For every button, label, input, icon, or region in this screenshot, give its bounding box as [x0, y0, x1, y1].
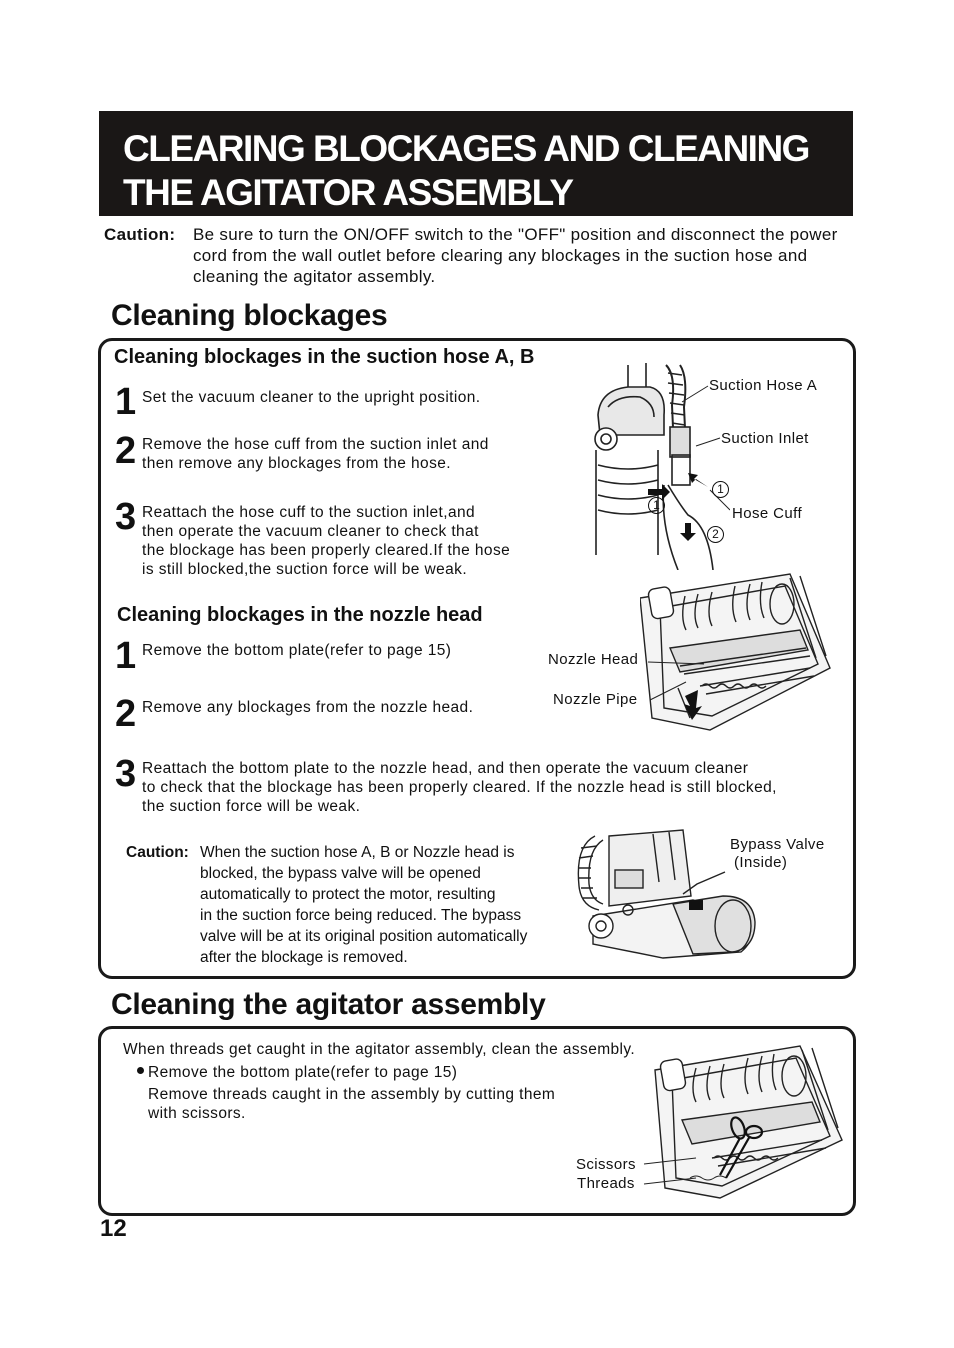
label-suction-hose-a: Suction Hose A [709, 377, 818, 394]
step-line: then operate the vacuum cleaner to check that [142, 523, 479, 540]
step-line: Reattach the hose cuff to the suction inlet,and [142, 504, 476, 521]
step-line: the suction force will be weak. [142, 798, 361, 815]
step-text [142, 759, 777, 816]
step-text: Set the vacuum cleaner to the upright position. [142, 389, 481, 406]
step-number: 3 [115, 496, 135, 538]
detail-line: with scissors. [148, 1105, 246, 1122]
caution-line: automatically to protect the motor, resulting [200, 886, 496, 903]
page-title-line2: THE AGITATOR ASSEMBLY [123, 172, 573, 213]
nozzle-leader-lines [646, 640, 706, 710]
subtitle-suction-hose: Cleaning blockages in the suction hose A, B [114, 346, 535, 368]
label-scissors: Scissors [576, 1156, 636, 1173]
label-inside: (Inside) [734, 854, 788, 871]
step-number: 2 [115, 430, 135, 472]
agitator-detail [148, 1085, 555, 1123]
agitator-intro: When threads get caught in the agitator assembly, clean the assembly. [123, 1041, 636, 1058]
caution-line: valve will be at its original position automatically [200, 928, 528, 945]
caution-line: in the suction force being reduced. The bypass [200, 907, 522, 924]
step-line: to check that the blockage has been properly cleared. If the nozzle head is still blocked, [142, 779, 777, 796]
caution-line: When the suction hose A, B or Nozzle head is [200, 844, 515, 861]
section-title-agitator: Cleaning the agitator assembly [111, 988, 546, 1021]
top-caution-label: Caution: [104, 225, 176, 244]
page-number: 12 [100, 1215, 127, 1242]
detail-line: Remove threads caught in the assembly by cutting them [148, 1086, 556, 1103]
step-number: 2 [115, 693, 135, 735]
label-suction-inlet: Suction Inlet [721, 430, 809, 447]
header-banner [99, 111, 853, 216]
bypass-caution-label: Caution: [126, 844, 189, 861]
step-text [142, 435, 489, 473]
section-title-blockages: Cleaning blockages [111, 299, 388, 332]
step-line: the blockage has been properly cleared.If the hose [142, 542, 511, 559]
label-hose-cuff: Hose Cuff [732, 505, 803, 522]
marker-2: 2 [707, 526, 724, 543]
label-nozzle-pipe: Nozzle Pipe [553, 691, 638, 708]
hose-leader-lines [670, 380, 730, 520]
top-caution-text: Be sure to turn the ON/OFF switch to the "OFF" position and disconnect the power cord from the wall outlet before clearing any blockages in the suction hose and cleaning the agitator assembly. [193, 225, 838, 286]
label-bypass-valve: Bypass Valve [730, 836, 825, 853]
caution-line: blocked, the bypass valve will be opened [200, 865, 481, 882]
bypass-caution-text [200, 842, 570, 968]
step-line: then remove any blockages from the hose. [142, 455, 451, 472]
subtitle-nozzle-head: Cleaning blockages in the nozzle head [117, 604, 483, 626]
bullet-dot [137, 1067, 144, 1074]
step-line: Remove the hose cuff from the suction inlet and [142, 436, 489, 453]
step-number: 3 [115, 753, 135, 795]
step-line: Reattach the bottom plate to the nozzle head, and then operate the vacuum cleaner [142, 760, 749, 777]
agitator-bullet: Remove the bottom plate(refer to page 15) [148, 1064, 458, 1081]
step-text: Remove the bottom plate(refer to page 15) [142, 642, 452, 659]
agitator-leader-lines [640, 1150, 700, 1195]
step-text [142, 503, 510, 579]
marker-1: 1 [648, 497, 665, 514]
step-line: is still blocked,the suction force will be weak. [142, 561, 468, 578]
marker-1: 1 [712, 481, 729, 498]
step-number: 1 [115, 635, 135, 677]
step-number: 1 [115, 381, 135, 423]
page-title [123, 127, 809, 215]
label-nozzle-head: Nozzle Head [548, 651, 639, 668]
step-text: Remove any blockages from the nozzle head. [142, 699, 474, 716]
label-threads: Threads [577, 1175, 635, 1192]
caution-line: after the blockage is removed. [200, 949, 408, 966]
page-title-line1: CLEARING BLOCKAGES AND CLEANING [123, 128, 809, 169]
